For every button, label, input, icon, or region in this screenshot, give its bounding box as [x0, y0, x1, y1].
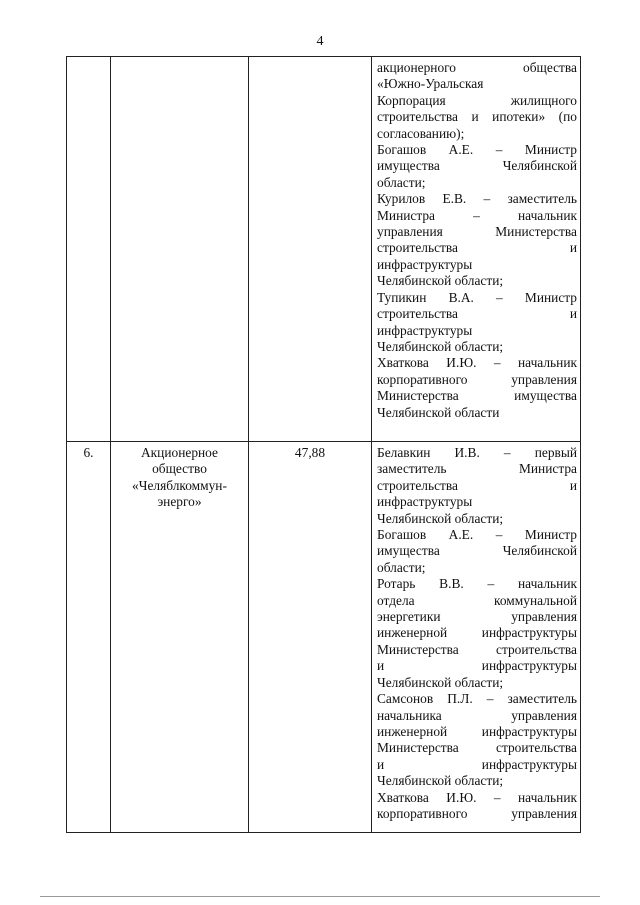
member-line: строительства и — [377, 477, 577, 493]
organization-line: Акционерное — [141, 445, 218, 460]
member-line: Богашов А.Е. – Министр — [377, 527, 577, 543]
organization-cell — [111, 442, 249, 833]
member-line: Белавкин И.В. – первый — [377, 445, 577, 460]
member-line: области; — [377, 174, 426, 190]
member-line: Хваткова И.Ю. – начальник — [377, 355, 577, 371]
member-line: инфраструктуры — [377, 322, 473, 338]
row-number-cell: 6. — [67, 442, 111, 833]
organization-line: энерго» — [157, 494, 202, 510]
member-line: Корпорация жилищного — [377, 92, 577, 108]
member-line: согласованию); — [377, 125, 465, 141]
member-line: Министерства строительства — [377, 740, 577, 756]
member-line: инженерной инфраструктуры — [377, 723, 577, 739]
member-line: Хваткова И.Ю. – начальник — [377, 789, 577, 805]
board-members-table — [66, 56, 581, 833]
member-line: «Южно-Уральская — [377, 76, 484, 92]
member-line: Самсонов П.Л. – заместитель — [377, 691, 577, 707]
member-line: начальника управления — [377, 707, 577, 723]
member-line: имущества Челябинской — [377, 158, 577, 174]
share-cell: 47,88 — [249, 442, 372, 833]
member-line: энергетики управления — [377, 609, 577, 625]
member-line: отдела коммунальной — [377, 592, 577, 608]
member-line: Челябинской области — [377, 404, 500, 420]
member-line: и инфраструктуры — [377, 658, 577, 674]
member-line: Челябинской области; — [377, 674, 504, 690]
member-line: Челябинской области; — [377, 510, 504, 526]
organization-cell — [111, 57, 249, 442]
members-cell — [372, 442, 581, 833]
share-cell — [249, 57, 372, 442]
member-line: управления Министерства — [377, 224, 577, 240]
member-line: Министра – начальник — [377, 207, 577, 223]
member-line: Челябинской области; — [377, 338, 504, 354]
member-line: корпоративного управления — [377, 371, 577, 387]
organization-line: общество — [152, 461, 207, 477]
member-line: Министерства строительства — [377, 641, 577, 657]
member-line: Богашов А.Е. – Министр — [377, 142, 577, 158]
member-line: Курилов Е.В. – заместитель — [377, 191, 577, 207]
page-number: 4 — [316, 34, 324, 49]
table-row — [67, 442, 581, 833]
member-line: инфраструктуры — [377, 494, 473, 510]
member-line: строительства и — [377, 306, 577, 322]
member-line: инженерной инфраструктуры — [377, 625, 577, 641]
member-line: и инфраструктуры — [377, 756, 577, 772]
members-cell — [372, 57, 581, 442]
row-number-cell — [67, 57, 111, 442]
member-line: имущества Челябинской — [377, 543, 577, 559]
member-line: Челябинской области; — [377, 273, 504, 289]
member-line: Министерства имущества — [377, 388, 577, 404]
table-row — [67, 57, 581, 442]
member-line: Тупикин В.А. – Министр — [377, 289, 577, 305]
member-line: строительства и ипотеки» (по — [377, 109, 577, 125]
member-line: инфраструктуры — [377, 256, 473, 272]
member-line: области; — [377, 559, 426, 575]
member-line: акционерного общества — [377, 60, 577, 75]
organization-line: «Челяблкоммун- — [132, 477, 227, 493]
member-line: заместитель Министра — [377, 461, 577, 477]
member-line: Челябинской области; — [377, 773, 504, 789]
member-line: Ротарь В.В. – начальник — [377, 576, 577, 592]
member-line: строительства и — [377, 240, 577, 256]
member-line: корпоративного управления — [377, 805, 577, 821]
page-bottom-rule — [40, 896, 600, 897]
